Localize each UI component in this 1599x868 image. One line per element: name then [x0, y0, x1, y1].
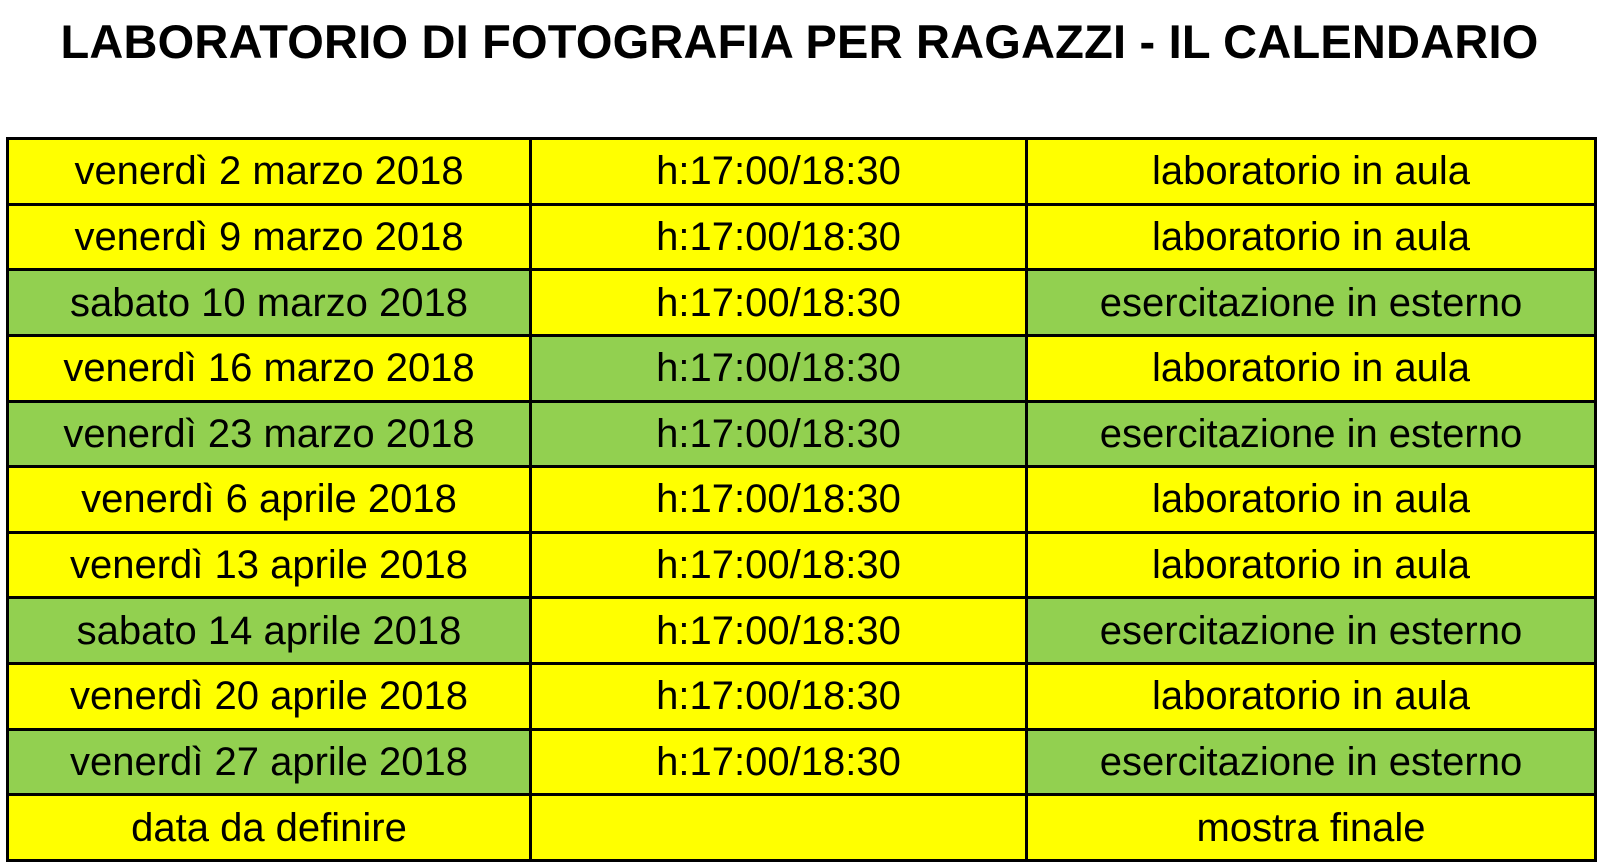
table-row: [8, 139, 1596, 205]
table-row: [8, 598, 1596, 664]
activity-cell: laboratorio in aula: [1027, 664, 1596, 730]
date-cell: sabato 10 marzo 2018: [8, 270, 531, 336]
table-row: [8, 532, 1596, 598]
activity-cell: esercitazione in esterno: [1027, 598, 1596, 664]
date-cell: venerdì 6 aprile 2018: [8, 467, 531, 533]
time-cell: h:17:00/18:30: [531, 139, 1027, 205]
time-cell: h:17:00/18:30: [531, 467, 1027, 533]
date-cell: data da definire: [8, 795, 531, 861]
activity-cell: esercitazione in esterno: [1027, 729, 1596, 795]
activity-cell: laboratorio in aula: [1027, 335, 1596, 401]
time-cell: h:17:00/18:30: [531, 664, 1027, 730]
table-row: [8, 204, 1596, 270]
activity-cell: laboratorio in aula: [1027, 467, 1596, 533]
time-cell: h:17:00/18:30: [531, 204, 1027, 270]
activity-cell: esercitazione in esterno: [1027, 270, 1596, 336]
time-cell: h:17:00/18:30: [531, 598, 1027, 664]
table-row: [8, 335, 1596, 401]
page-title: LABORATORIO DI FOTOGRAFIA PER RAGAZZI - IL CALENDARIO: [60, 15, 1539, 68]
table-row: [8, 401, 1596, 467]
time-cell: h:17:00/18:30: [531, 532, 1027, 598]
date-cell: venerdì 9 marzo 2018: [8, 204, 531, 270]
activity-cell: laboratorio in aula: [1027, 204, 1596, 270]
schedule-table-body: [8, 139, 1596, 861]
activity-cell: mostra finale: [1027, 795, 1596, 861]
date-cell: sabato 14 aprile 2018: [8, 598, 531, 664]
time-cell: h:17:00/18:30: [531, 270, 1027, 336]
date-cell: venerdì 27 aprile 2018: [8, 729, 531, 795]
schedule-table: [6, 137, 1597, 862]
table-row: [8, 795, 1596, 861]
time-cell: h:17:00/18:30: [531, 335, 1027, 401]
time-cell: h:17:00/18:30: [531, 401, 1027, 467]
time-cell: h:17:00/18:30: [531, 729, 1027, 795]
activity-cell: esercitazione in esterno: [1027, 401, 1596, 467]
table-row: [8, 729, 1596, 795]
date-cell: venerdì 2 marzo 2018: [8, 139, 531, 205]
table-row: [8, 664, 1596, 730]
time-cell: [531, 795, 1027, 861]
table-row: [8, 467, 1596, 533]
date-cell: venerdì 23 marzo 2018: [8, 401, 531, 467]
date-cell: venerdì 20 aprile 2018: [8, 664, 531, 730]
activity-cell: laboratorio in aula: [1027, 139, 1596, 205]
activity-cell: laboratorio in aula: [1027, 532, 1596, 598]
table-row: [8, 270, 1596, 336]
date-cell: venerdì 16 marzo 2018: [8, 335, 531, 401]
date-cell: venerdì 13 aprile 2018: [8, 532, 531, 598]
